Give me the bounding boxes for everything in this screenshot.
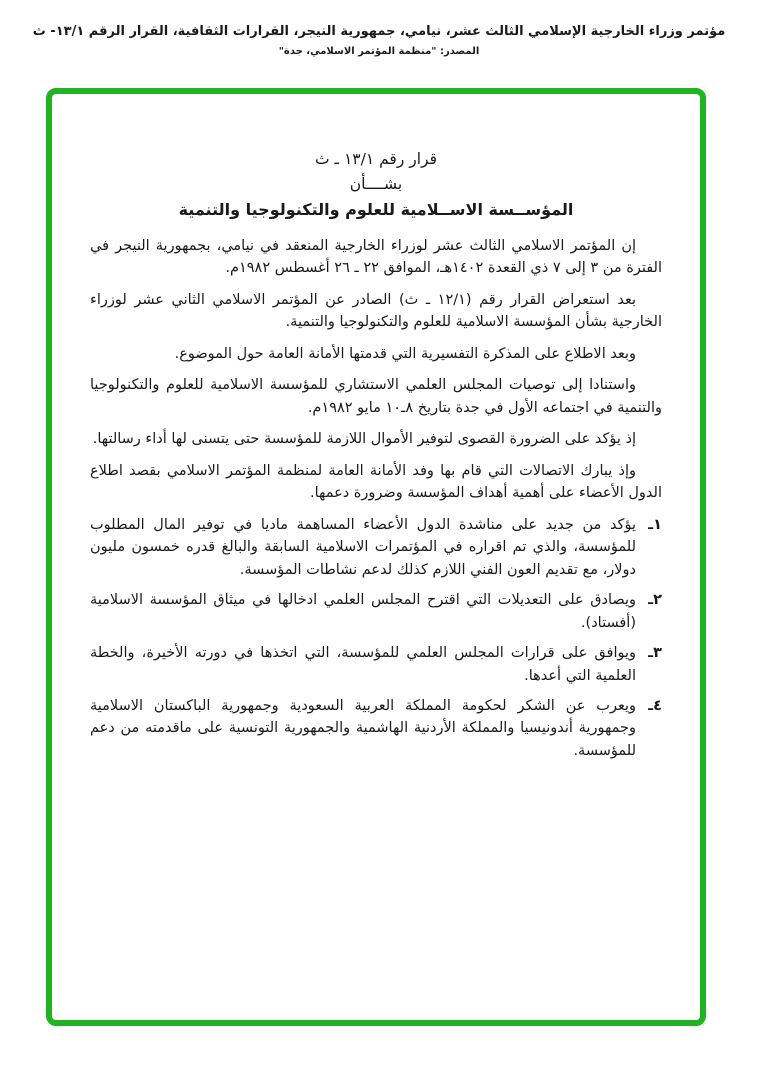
preamble-paragraph: بعد استعراض القرار رقم (١٢/١ ـ ث) الصادر عن المؤتمر الاسلامي الثاني عشر لوزراء الخارجية بشأن المؤسسة الاسلامية للعلوم والتكنولوجيا والتنمية. xyxy=(90,291,662,331)
list-item xyxy=(90,589,662,634)
resolution-title-block xyxy=(90,150,662,219)
preamble-paragraph: واستنادا إلى توصيات المجلس العلمي الاستشاري للمؤسسة الاسلامية للعلوم والتكنولوجيا والتنمية في اجتماعه الأول في جدة بتاريخ ٨ـ١٠ مايو ١٩٨٢م. xyxy=(90,377,662,416)
resolution-number-title: قرار رقم ١٣/١ ـ ث xyxy=(314,150,438,168)
list-item xyxy=(90,514,662,581)
list-item-text: ويوافق على قرارات المجلس العلمي للمؤسسة، التي اتخذها في دورته الأخيرة، والخطة العلمية التي أعدها. xyxy=(90,645,636,684)
list-item xyxy=(90,695,662,762)
preamble-paragraph: وإذ يبارك الاتصالات التي قام بها وفد الأمانة العامة لمنظمة المؤتمر الاسلامي بقصد اطلاع الدول الأعضاء على أهمية أهداف المؤسسة وضرورة دعمها. xyxy=(90,462,662,502)
resolution-regarding-label: بشــــأن xyxy=(349,175,403,193)
list-item-text: يؤكد من جديد على مناشدة الدول الأعضاء المساهمة ماديا في توفير المال المطلوب للمؤسسة، والذي تم اقراره في المؤتمرات الاسلامية السابقة والبالغ قدره خمسون مليون دولار، مع تقديم العون الفني اللازم كذلك لدعم نشاطات المؤسسة. xyxy=(90,516,636,578)
list-item xyxy=(90,642,662,687)
list-item-number: ٤ـ xyxy=(648,697,662,714)
resolution-items-list xyxy=(90,514,662,763)
preamble-paragraph: وبعد الاطلاع على المذكرة التفسيرية التي قدمتها الأمانة العامة حول الموضوع. xyxy=(174,345,636,362)
document-body xyxy=(52,94,700,762)
list-item-text: ويعرب عن الشكر لحكومة المملكة العربية السعودية وجمهورية الباكستان الاسلامية وجمهورية أندونيسيا والمملكة الأردنية الهاشمية والجمهورية التونسية على ماقدمته من دعم للمؤسسة. xyxy=(90,697,636,759)
preamble-paragraph: إن المؤتمر الاسلامي الثالث عشر لوزراء الخارجية المنعقد في نيامي، بجمهورية النيجر في الفترة من ٣ إلى ٧ ذي القعدة ١٤٠٢هـ، الموافق ٢٢ ـ ٢٦ أغسطس ١٩٨٢م. xyxy=(90,238,662,277)
list-item-number: ١ـ xyxy=(648,516,662,533)
list-item-number: ٢ـ xyxy=(648,592,662,609)
resolution-subject-title: المؤســسة الاســلامية للعلوم والتكنولوجيا والتنمية xyxy=(178,200,574,219)
list-item-text: ويصادق على التعديلات التي اقترح المجلس العلمي ادخالها في ميثاق المؤسسة الاسلامية (أفستاد). xyxy=(90,592,636,631)
list-item-number: ٣ـ xyxy=(648,645,662,662)
header-citation-line: مؤتمر وزراء الخارجية الإسلامي الثالث عشر، نيامي، جمهورية النيجر، القرارات الثقافية، القرار الرقم ١٣/١- ث xyxy=(32,24,726,39)
green-border-frame xyxy=(46,88,706,1026)
header-source-line: المصدر: "منظمة المؤتمر الاسلامي، جدة" xyxy=(278,46,480,57)
document-header xyxy=(0,0,758,57)
preamble-paragraph: إذ يؤكد على الضرورة القصوى لتوفير الأموال اللازمة للمؤسسة حتى يتسنى لها أداء رسالتها. xyxy=(92,431,636,448)
